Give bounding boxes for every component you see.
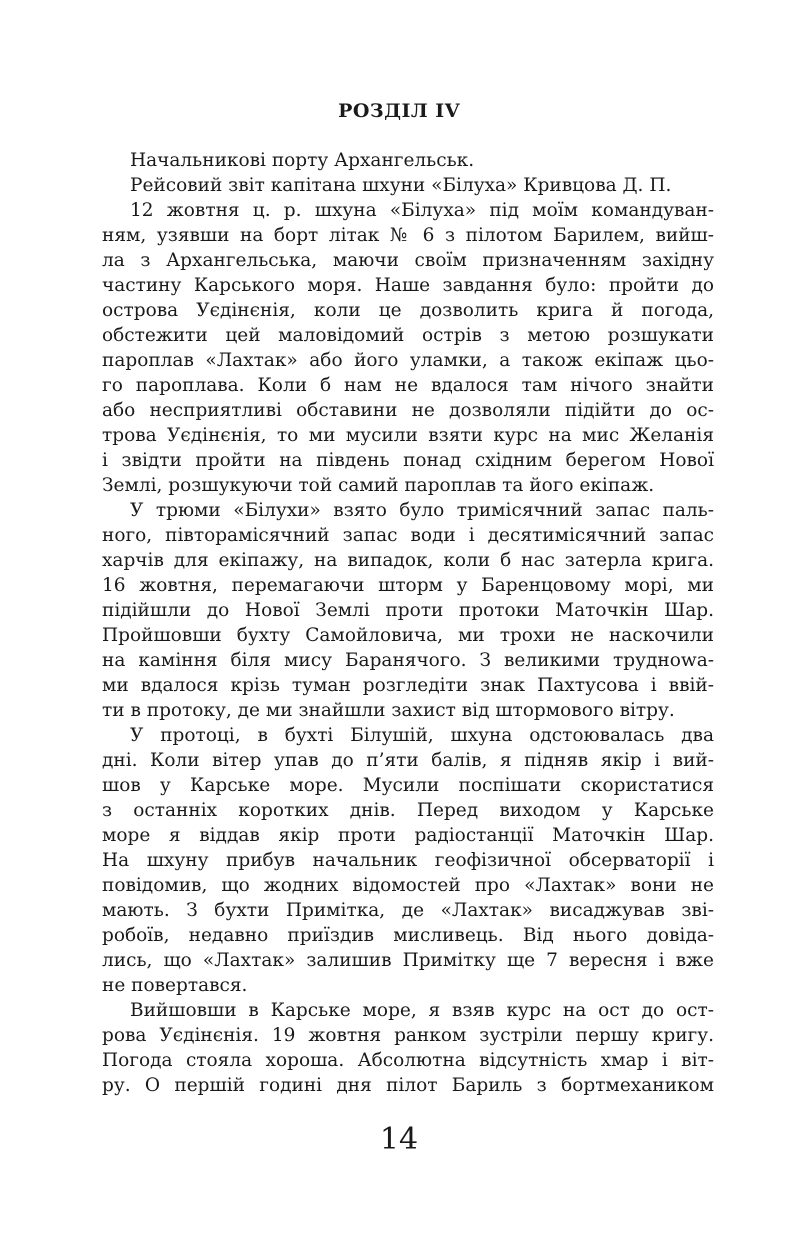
text-line: робоїв, недавно приїздив мисливець. Від нього довіда- [102, 925, 714, 946]
text-line: харчів для екіпажу, на випадок, коли б нас затерла крига. [102, 550, 714, 571]
text-line: Вийшовши в Карське море, я взяв курс на ост до ост- [130, 1000, 714, 1021]
text-line: не повертався. [102, 975, 248, 996]
text-line: У трюми «Білухи» взято було тримісячний запас паль- [130, 500, 714, 521]
text-line: ру. О першій годині дня пілот Бариль з бортмехаником [102, 1075, 714, 1096]
text-line: острова Уєдінєнія, коли це дозволить крига й погода, [102, 300, 714, 321]
text-line: ми вдалося крізь туман розгледіти знак Пахтусова і ввій- [102, 675, 714, 696]
text-line: Рейсовий звіт капітана шхуни «Білуха» Кривцова Д. П. [130, 175, 672, 196]
text-line: рова Уєдінєнія. 19 жовтня ранком зустріли першу кригу. [102, 1025, 714, 1046]
text-line: дні. Коли вітер упав до п’яти балів, я підняв якір і вий- [102, 750, 714, 771]
text-line: шов у Карське море. Мусили поспішати скористатися [102, 775, 714, 796]
text-line: і звідти пройти на південь понад східним берегом Нової [102, 450, 714, 471]
text-line: частину Карського моря. Наше завдання було: пройти до [102, 275, 714, 296]
text-line: ного, півторамісячний запас води і десятимісячний запас [102, 525, 714, 546]
text-line: на каміння біля мису Баранячого. З великими труднowa- [102, 650, 714, 671]
text-line: На шхуну прибув начальник геофізичної обсерваторії і [102, 850, 714, 871]
text-line: море я віддав якір проти радіостанції Маточкін Шар. [102, 825, 714, 846]
text-line: 16 жовтня, перемагаючи шторм у Баренцовому морі, ми [102, 575, 714, 596]
text-line: го пароплава. Коли б нам не вдалося там нічого знайти [102, 375, 714, 396]
text-line: ла з Архангельська, маючи своїм призначенням західну [102, 250, 714, 271]
text-line: лись, що «Лахтак» залишив Примітку ще 7 вересня і вже [102, 950, 714, 971]
text-line: обстежити цей маловідомий острів з метою розшукати [102, 325, 714, 346]
text-line: ням, узявши на борт літак № 6 з пілотом Барилем, вийш- [102, 225, 714, 246]
text-line: повідомив, що жодних відомостей про «Лахтак» вони не [102, 875, 714, 896]
text-line: або несприятливі обставини не дозволяли підійти до ос- [102, 400, 714, 421]
text-line: Землі, розшукуючи той самий пароплав та його екіпаж. [102, 475, 655, 496]
text-line: У протоці, в бухті Білушій, шхуна одстоювалась два [130, 725, 714, 746]
text-line: Пройшовши бухту Самойловича, ми трохи не наскочили [102, 625, 714, 646]
text-line: з останніх коротких днів. Перед виходом у Карське [102, 800, 714, 821]
text-line: мають. З бухти Примітка, де «Лахтак» висаджував зві- [102, 900, 714, 921]
text-line: Начальникові порту Архангельськ. [130, 150, 475, 171]
text-line: ти в протоку, де ми знайшли захист від штормового вітру. [102, 700, 675, 721]
text-line: Погода стояла хороша. Абсолютна відсутність хмар і віт- [102, 1050, 714, 1071]
text-line: трова Уєдінєнія, то ми мусили взяти курс на мис Желанія [102, 425, 714, 446]
text-line: пароплав «Лахтак» або його уламки, а також екіпаж цьо- [102, 350, 714, 371]
body-text [102, 148, 714, 1098]
text-line: 12 жовтня ц. р. шхуна «Білуха» під моїм командуван- [130, 200, 714, 221]
chapter-title: РОЗДІЛ IV [338, 100, 460, 122]
page-number: 14 [379, 1122, 419, 1157]
text-line: підійшли до Нової Землі проти протоки Маточкін Шар. [102, 600, 714, 621]
